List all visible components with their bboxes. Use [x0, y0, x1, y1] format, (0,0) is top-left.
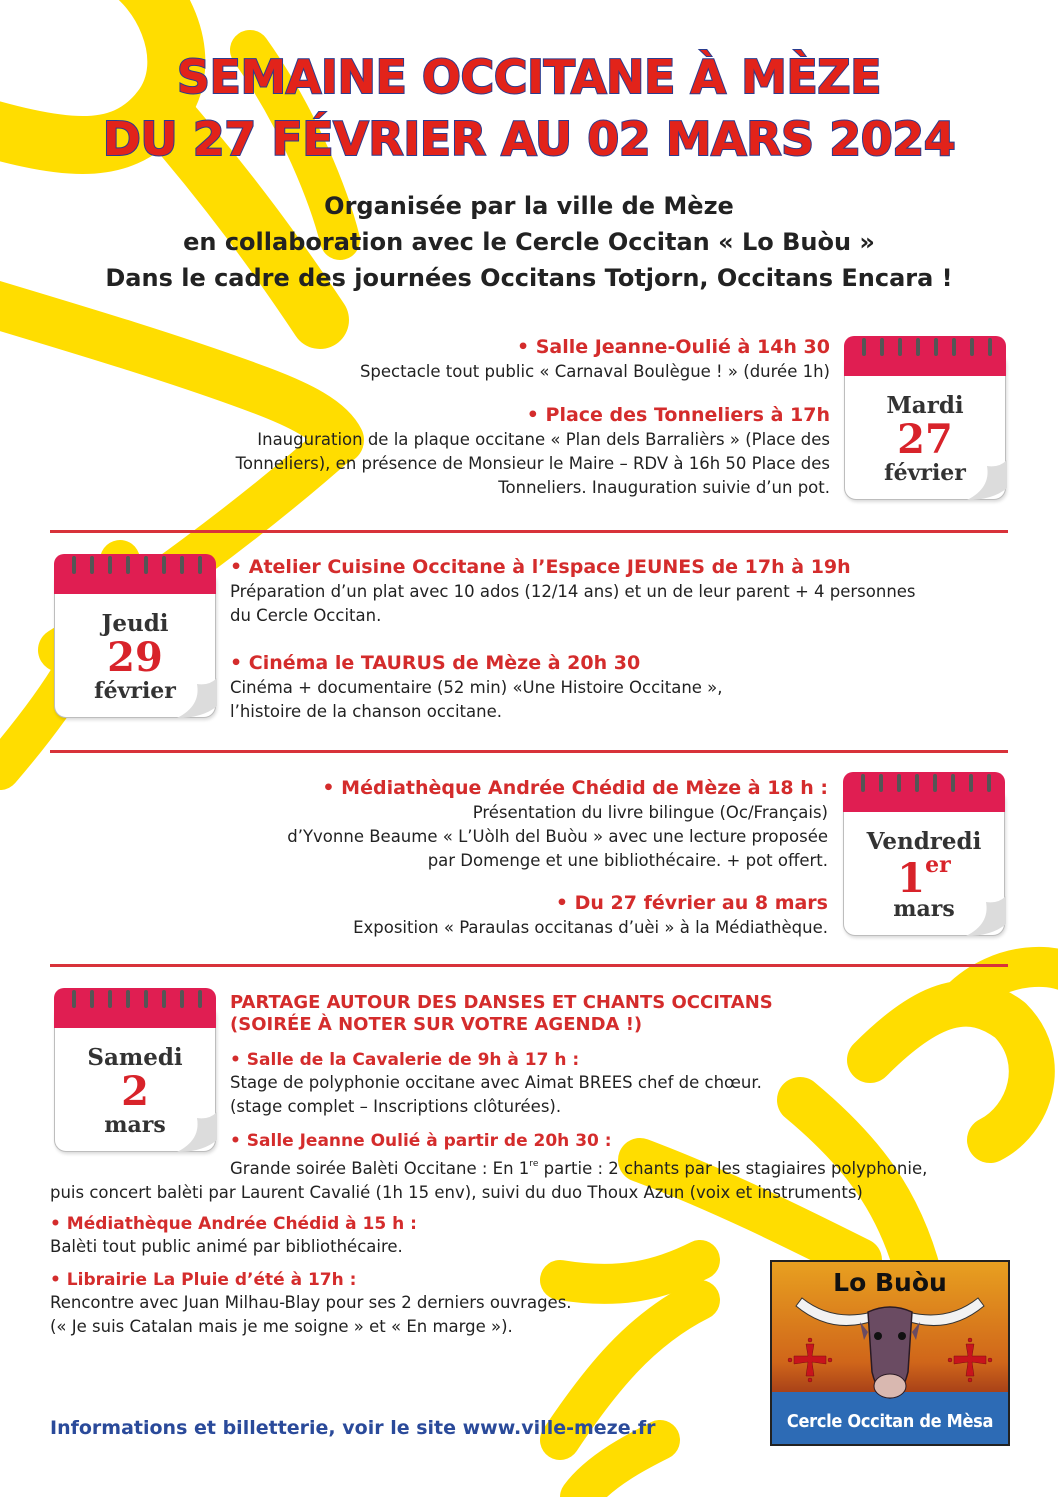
title-line-1: SEMAINE OCCITANE À MÈZE [176, 50, 882, 104]
calendar-number: 2 [121, 1068, 149, 1115]
day4-event1 [230, 1050, 1020, 1119]
event-text: Balèti tout public animé par bibliothécaire. [50, 1237, 403, 1256]
calendar-number-value: 1 [897, 854, 926, 902]
event-text-part: partie : 2 chants par les stagiaires polyphonie, [538, 1159, 928, 1179]
subtitle-line-2: en collaboration avec le Cercle Occitan « Lo Buòu » [183, 228, 875, 256]
logo-caption: Cercle Occitan de Mèsa [786, 1411, 994, 1432]
event-title: • Du 27 février au 8 mars [555, 892, 828, 914]
section-divider [50, 530, 1008, 533]
calendar-month: mars [104, 1112, 166, 1138]
event-text-line: (stage complet – Inscriptions clôturées). [230, 1097, 562, 1116]
page-curl-icon [962, 896, 1006, 936]
calendar-samedi-2 [54, 988, 216, 1152]
subtitle-line-1: Organisée par la ville de Mèze [324, 192, 734, 220]
calendar-day: Jeudi [101, 610, 169, 637]
event-text-line: Tonneliers), en présence de Monsieur le Maire – RDV à 16h 50 Place des [235, 454, 830, 473]
event-text-line: Présentation du livre bilingue (Oc/Français) [472, 803, 828, 822]
day4-event2 [230, 1131, 1020, 1181]
section-divider [50, 750, 1008, 753]
event-text-line: Tonneliers. Inauguration suivie d’un pot. [498, 478, 830, 497]
calendar-month: février [94, 678, 176, 704]
day1-event1 [70, 336, 830, 384]
logo-title: Lo Buòu [833, 1268, 947, 1297]
event-text-sup: re [529, 1159, 539, 1169]
event-text-line: Stage de polyphonie occitane avec Aimat BREES chef de chœur. [230, 1073, 762, 1092]
event-text: Exposition « Paraulas occitanas d’uèi » à la Médiathèque. [353, 918, 828, 937]
day2-event1 [230, 556, 1020, 628]
calendar-number-suffix: er [925, 852, 951, 878]
calendar-number [843, 852, 1005, 902]
page-curl-icon [173, 1112, 217, 1152]
day4-event3 [50, 1214, 750, 1259]
event-text-line: l’histoire de la chanson occitane. [230, 702, 502, 721]
calendar-number: 27 [897, 416, 953, 463]
section-divider [50, 964, 1008, 967]
cercle-occitan-logo [770, 1260, 1010, 1446]
event-title: • Place des Tonneliers à 17h [526, 404, 830, 426]
event-text-line: Cinéma + documentaire (52 min) «Une Histoire Occitane », [230, 678, 723, 697]
calendar-month: mars [893, 896, 955, 922]
event-text-line: puis concert balèti par Laurent Cavalié (1h 15 env), suivi du duo Thoux Azun (voix et instruments) [50, 1183, 863, 1202]
calendar-number: 29 [107, 634, 163, 681]
event-text-line: Inauguration de la plaque occitane « Plan dels Barralièrs » (Place des [257, 430, 830, 449]
day1-event2 [70, 404, 830, 500]
event-title: • Atelier Cuisine Occitane à l’Espace JEUNES de 17h à 19h [230, 556, 851, 578]
title-line-2: DU 27 FÉVRIER AU 02 MARS 2024 [102, 112, 956, 166]
day3-event1 [68, 777, 828, 873]
page-curl-icon [963, 460, 1007, 500]
day3-event2 [68, 892, 828, 940]
event-title: • Salle de la Cavalerie de 9h à 17 h : [230, 1050, 580, 1070]
event-title: • Salle Jeanne Oulié à partir de 20h 30 : [230, 1131, 612, 1151]
subtitle-line-3: Dans le cadre des journées Occitans Totjorn, Occitans Encara ! [105, 264, 953, 292]
calendar-day: Vendredi [866, 828, 982, 855]
calendar-jeudi-29 [54, 554, 216, 718]
event-title: • Cinéma le TAURUS de Mèze à 20h 30 [230, 652, 641, 674]
calendar-rings-icon [54, 554, 216, 582]
event-text-line: du Cercle Occitan. [230, 606, 382, 625]
day4-event4 [50, 1270, 750, 1339]
event-text-line: Préparation d’un plat avec 10 ados (12/14 ans) et un de leur parent + 4 personnes [230, 582, 916, 601]
event-title: • Salle Jeanne-Oulié à 14h 30 [516, 336, 830, 358]
calendar-day: Mardi [886, 392, 964, 419]
event-text-line: par Domenge et une bibliothécaire. + pot offert. [427, 851, 828, 870]
footer-info: Informations et billetterie, voir le site www.ville-meze.fr [50, 1417, 656, 1439]
calendar-vendredi-1er [843, 772, 1005, 936]
calendar-rings-icon [843, 772, 1005, 800]
day4-heading [230, 992, 1020, 1036]
event-text-line [230, 1152, 1020, 1181]
event-text-line: Rencontre avec Juan Milhau-Blay pour ses 2 derniers ouvrages. [50, 1293, 572, 1312]
calendar-day: Samedi [87, 1044, 183, 1071]
calendar-rings-icon [54, 988, 216, 1016]
section-heading-line: (SOIRÉE À NOTER SUR VOTRE AGENDA !) [230, 1014, 643, 1035]
event-text-part: Grande soirée Balèti Occitane : En 1 [230, 1159, 530, 1179]
event-title: • Médiathèque Andrée Chédid à 15 h : [50, 1214, 417, 1234]
event-text-line: d’Yvonne Beaume « L’Uòlh del Buòu » avec une lecture proposée [287, 827, 828, 846]
event-title: • Médiathèque Andrée Chédid de Mèze à 18 h : [322, 777, 828, 799]
calendar-month: février [884, 460, 966, 486]
calendar-mardi-27 [844, 336, 1006, 500]
calendar-rings-icon [844, 336, 1006, 364]
event-text-line: (« Je suis Catalan mais je me soigne » et « En marge »). [50, 1317, 513, 1336]
page-curl-icon [173, 678, 217, 718]
event-title: • Librairie La Pluie d’été à 17h : [50, 1270, 357, 1290]
section-heading-line: PARTAGE AUTOUR DES DANSES ET CHANTS OCCITANS [230, 992, 773, 1013]
day2-event2 [230, 652, 1020, 724]
event-text: Spectacle tout public « Carnaval Boulègue ! » (durée 1h) [359, 362, 830, 381]
